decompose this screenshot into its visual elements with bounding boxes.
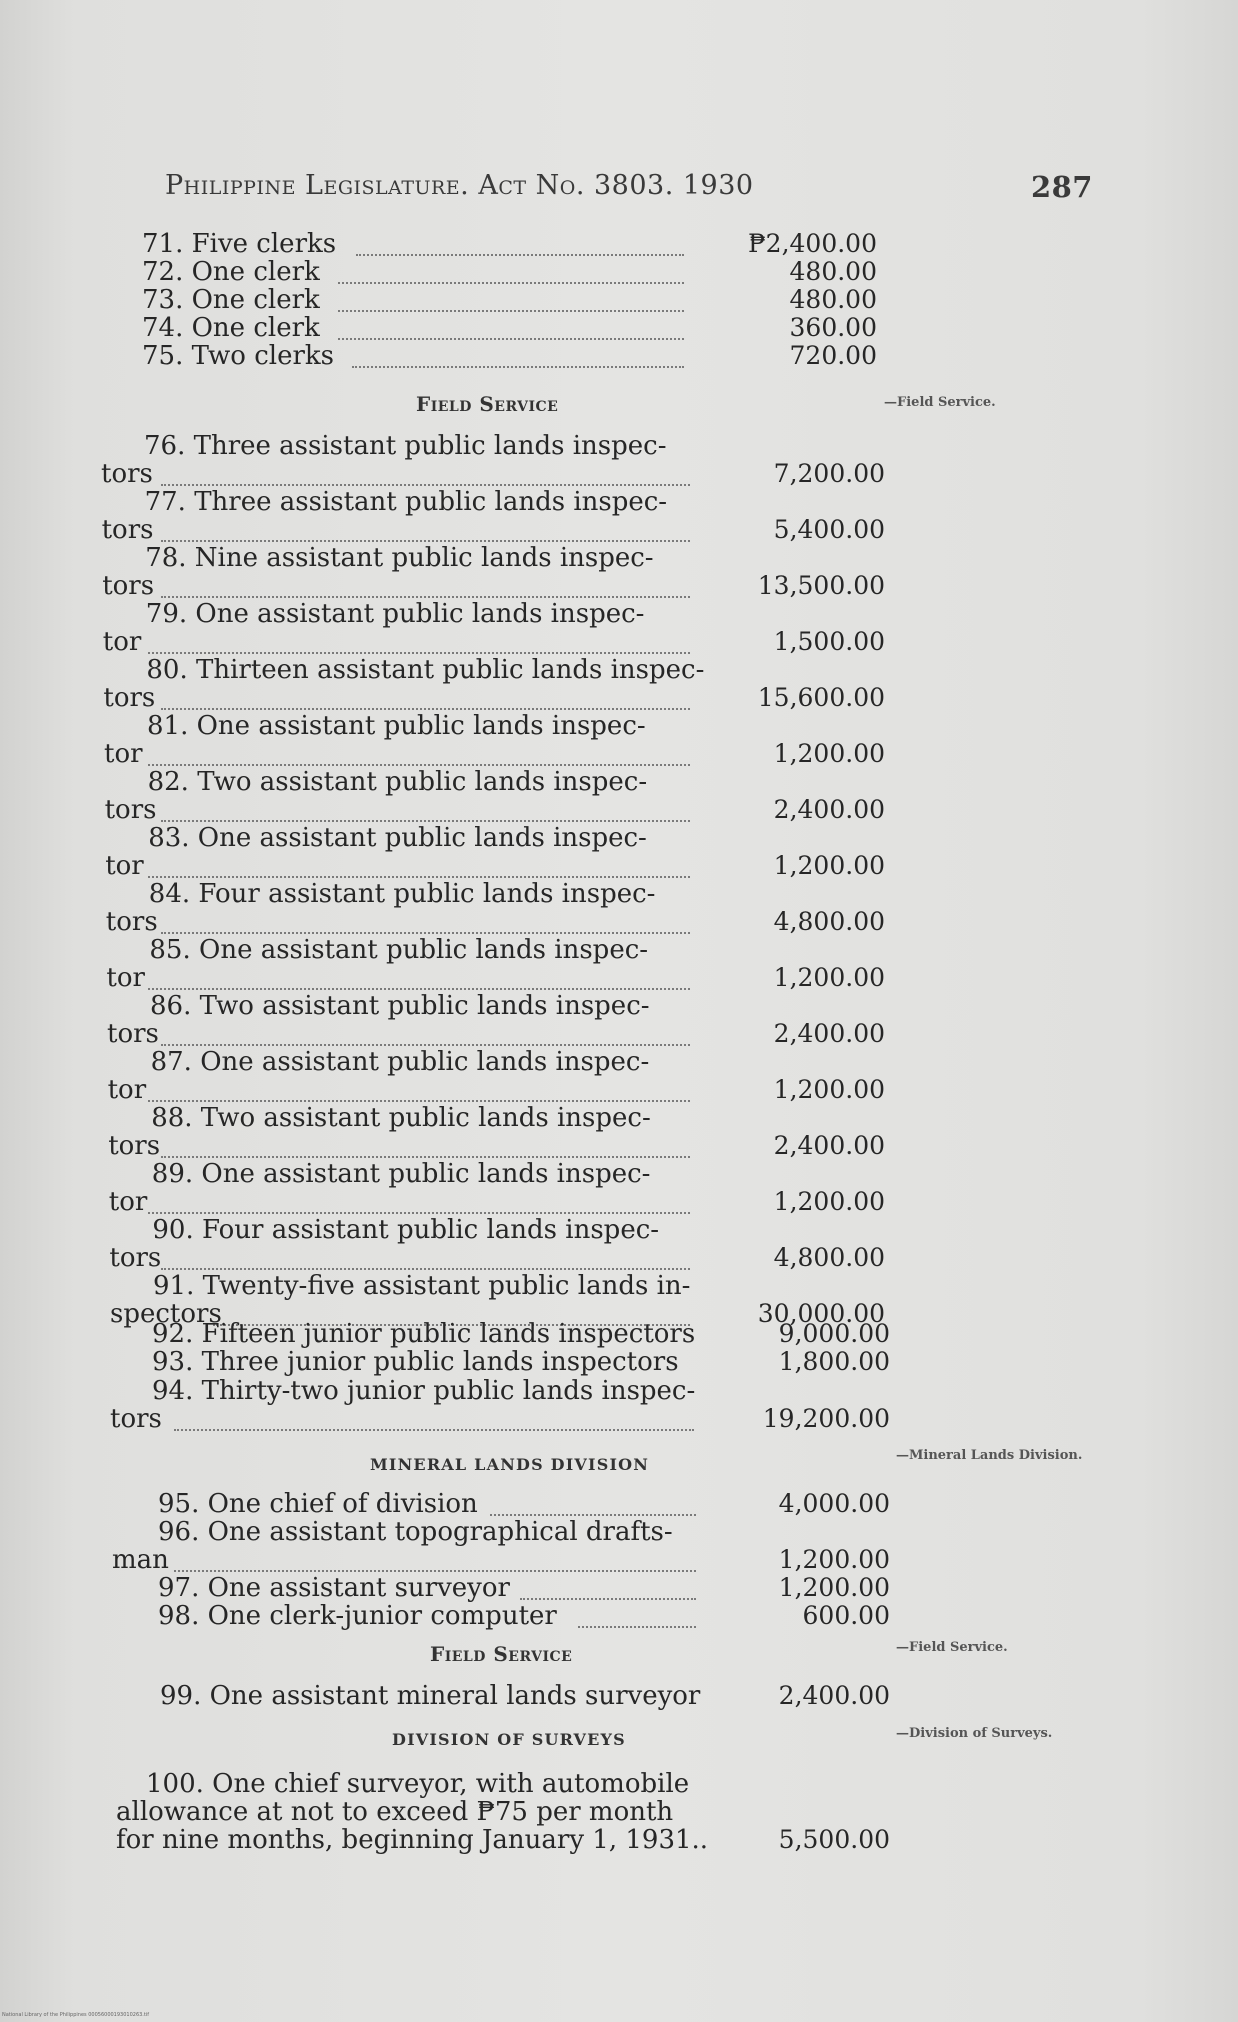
item-amount: 1,200.00 — [778, 1573, 890, 1602]
item-text-line2: allowance at not to exceed ₱75 per month — [116, 1797, 674, 1827]
leader-dots — [520, 1596, 696, 1600]
item-text-line2: man — [112, 1545, 169, 1575]
leader-dots — [148, 1210, 690, 1214]
leader-dots — [352, 364, 684, 368]
item-amount: 480.00 — [789, 285, 877, 314]
item-text: 93. Three junior public lands inspectors — [152, 1347, 679, 1377]
item-text: 97. One assistant surveyor — [158, 1573, 510, 1603]
section-heading-field-service: Field Service — [416, 392, 559, 416]
leader-dots — [148, 1098, 690, 1102]
leader-dots — [161, 594, 690, 598]
item-amount: ₱2,400.00 — [748, 229, 877, 258]
item-text-line2: tor — [107, 1075, 147, 1105]
item-amount: 15,600.00 — [757, 683, 885, 712]
item-text-line1: 84. Four assistant public lands inspec- — [148, 879, 656, 909]
item-amount: 480.00 — [789, 257, 877, 286]
section-heading-mineral-lands: MINERAL LANDS DIVISION — [370, 1455, 650, 1474]
leader-dots — [338, 336, 684, 340]
item-text-line1: 86. Two assistant public lands inspec- — [150, 991, 650, 1021]
page-number: 287 — [1030, 170, 1093, 204]
item-amount: 13,500.00 — [757, 571, 885, 600]
item-amount: 5,500.00 — [778, 1825, 890, 1854]
item-text: 75. Two clerks — [142, 341, 334, 371]
item-text-line2: tor — [102, 627, 142, 657]
item-amount: 2,400.00 — [773, 1019, 885, 1048]
item-amount: 1,200.00 — [773, 1075, 885, 1104]
item-amount: 1,200.00 — [778, 1545, 890, 1574]
item-text-line2: tors — [107, 1019, 159, 1049]
item-text: 74. One clerk — [142, 313, 320, 343]
leader-dots — [148, 762, 690, 766]
leader-dots — [490, 1512, 696, 1516]
item-text-line1: 87. One assistant public lands inspec- — [150, 1047, 650, 1077]
margin-note-mineral-lands: —Mineral Lands Division. — [896, 1448, 1083, 1463]
item-amount: 360.00 — [789, 313, 877, 342]
item-amount: 600.00 — [802, 1601, 890, 1630]
item-amount: 1,200.00 — [773, 739, 885, 768]
item-text-line1: 91. Twenty-five assistant public lands in- — [153, 1271, 691, 1301]
leader-dots — [161, 1266, 690, 1270]
running-head: Philippine Legislature. Act No. 3803. 1930 — [165, 170, 754, 201]
item-text: 99. One assistant mineral lands surveyor — [160, 1681, 701, 1711]
item-text: 71. Five clerks — [142, 229, 337, 259]
item-text-line2: tors — [103, 683, 156, 713]
leader-dots — [161, 930, 690, 934]
item-text-line2: tors — [102, 571, 155, 601]
item-text-line2: tor — [108, 1187, 148, 1217]
item-amount: 4,800.00 — [773, 1243, 885, 1272]
item-amount: 2,400.00 — [778, 1681, 890, 1710]
leader-dots — [338, 280, 684, 284]
leader-dots — [356, 252, 684, 256]
item-text-line2: tor — [105, 851, 144, 881]
leader-dots — [174, 1568, 696, 1572]
leader-dots — [338, 308, 684, 312]
item-text-line3: for nine months, beginning January 1, 1931.. — [116, 1825, 709, 1855]
section-heading-field-service-2: Field Service — [430, 1642, 573, 1666]
item-text-line2: tors — [109, 1243, 162, 1273]
item-text-line2: tors — [105, 907, 158, 937]
leader-dots — [148, 874, 690, 878]
item-text-line1: 100. One chief surveyor, with automobile — [146, 1769, 690, 1799]
leader-dots — [161, 538, 690, 542]
item-text-line1: 89. One assistant public lands inspec- — [151, 1159, 651, 1189]
item-text-line1: 81. One assistant public lands inspec- — [147, 711, 646, 741]
margin-note-field-service-2: —Field Service. — [896, 1640, 1008, 1655]
item-amount: 5,400.00 — [773, 515, 885, 544]
item-amount: 30,000.00 — [757, 1299, 885, 1328]
leader-dots — [174, 1427, 694, 1431]
item-text-line2: tors — [101, 459, 153, 489]
page-header — [165, 170, 1178, 206]
item-amount: 2,400.00 — [773, 1131, 885, 1160]
margin-note-field-service: —Field Service. — [884, 395, 996, 410]
item-text: 92. Fifteen junior public lands inspectors — [152, 1319, 696, 1349]
item-amount: 2,400.00 — [773, 795, 885, 824]
item-amount: 4,000.00 — [778, 1489, 890, 1518]
leader-dots — [161, 1154, 690, 1158]
item-amount: 1,200.00 — [773, 1187, 885, 1216]
item-text-line2: tors — [101, 515, 154, 545]
leader-dots — [148, 986, 690, 990]
margin-note-division-of-surveys: —Division of Surveys. — [896, 1726, 1053, 1741]
item-text-line2: tors — [110, 1404, 162, 1434]
scan-footer: National Library of the Philippines 00056000193010263.tif — [2, 2012, 150, 2018]
item-text-line1: 94. Thirty-two junior public lands inspec- — [152, 1376, 696, 1406]
item-text-line2: spectors — [110, 1299, 222, 1329]
item-text-line1: 88. Two assistant public lands inspec- — [151, 1103, 651, 1133]
item-text: 95. One chief of division — [158, 1489, 478, 1519]
item-text: 98. One clerk-junior computer — [158, 1601, 557, 1631]
item-text-line1: 78. Nine assistant public lands inspec- — [145, 543, 654, 573]
leader-dots — [161, 818, 690, 822]
leader-dots — [161, 706, 690, 710]
item-text-line2: tors — [108, 1131, 161, 1161]
leader-dots — [161, 482, 690, 486]
item-text-line1: 80. Thirteen assistant public lands inspec- — [146, 655, 705, 685]
item-amount: 1,200.00 — [773, 851, 885, 880]
section-heading-division-of-surveys: DIVISION OF SURVEYS — [392, 1730, 626, 1749]
item-text-line1: 76. Three assistant public lands inspec- — [144, 431, 667, 461]
item-amount: 9,000.00 — [778, 1319, 890, 1348]
item-amount: 1,200.00 — [773, 963, 885, 992]
item-amount: 1,500.00 — [773, 627, 885, 656]
leader-dots — [148, 650, 690, 654]
item-text-line1: 96. One assistant topographical drafts- — [158, 1517, 673, 1547]
item-text-line2: tor — [106, 963, 145, 993]
item-text-line1: 90. Four assistant public lands inspec- — [152, 1215, 660, 1245]
item-amount: 7,200.00 — [773, 459, 885, 488]
item-text-line2: tor — [104, 739, 143, 769]
item-amount: 720.00 — [789, 341, 877, 370]
item-text-line1: 85. One assistant public lands inspec- — [149, 935, 649, 965]
item-text-line1: 83. One assistant public lands inspec- — [148, 823, 647, 853]
item-amount: 4,800.00 — [773, 907, 885, 936]
item-text: 72. One clerk — [142, 257, 320, 287]
item-amount: 19,200.00 — [762, 1404, 890, 1433]
item-text-line1: 82. Two assistant public lands inspec- — [147, 767, 648, 797]
item-text-line1: 79. One assistant public lands inspec- — [145, 599, 645, 629]
leader-dots — [161, 1042, 690, 1046]
item-text: 73. One clerk — [142, 285, 320, 315]
item-text-line2: tors — [104, 795, 157, 825]
item-amount: 1,800.00 — [778, 1347, 890, 1376]
leader-dots — [578, 1624, 696, 1628]
item-text-line1: 77. Three assistant public lands inspec- — [144, 487, 668, 517]
